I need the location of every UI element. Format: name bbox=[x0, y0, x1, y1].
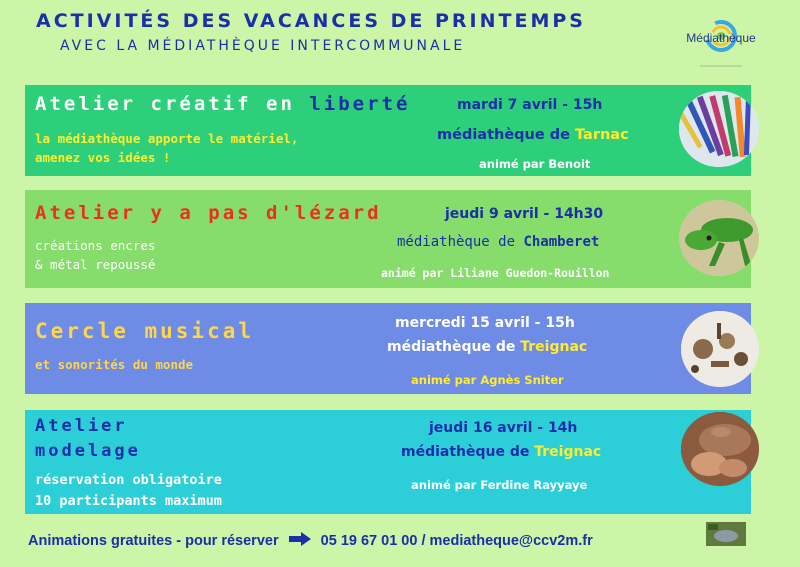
event-date: mercredi 15 avril - 15h bbox=[395, 315, 575, 331]
page-subtitle: AVEC LA MÉDIATHÈQUE INTERCOMMUNALE bbox=[60, 38, 466, 54]
pencils-image bbox=[679, 91, 759, 167]
event-title: Atelier y a pas d'lézard bbox=[35, 202, 382, 224]
event-description-line-1: la médiathèque apporte le matériel, bbox=[35, 131, 299, 146]
event-location: médiathèque de Treignac bbox=[387, 339, 588, 355]
event-description-line-1: réservation obligatoire bbox=[35, 472, 222, 488]
instruments-image bbox=[681, 311, 759, 387]
event-title: Cercle musical bbox=[35, 319, 255, 343]
logo-divider bbox=[700, 65, 742, 67]
event-date: jeudi 9 avril - 14h30 bbox=[445, 206, 604, 222]
event-town: Treignac bbox=[520, 339, 588, 355]
arrow-right-icon bbox=[289, 532, 311, 550]
mediatheque-logo bbox=[676, 18, 766, 70]
event-location: médiathèque de Tarnac bbox=[437, 127, 629, 143]
event-town: Chamberet bbox=[523, 234, 600, 250]
event-title-line-1: Atelier bbox=[35, 416, 128, 436]
event-card-music bbox=[25, 303, 751, 394]
event-title-line-2: modelage bbox=[35, 441, 141, 461]
footer-label: Animations gratuites - pour réserver bbox=[28, 532, 279, 549]
small-photo-thumbnail bbox=[706, 522, 746, 546]
event-location: médiathèque de Chamberet bbox=[397, 234, 600, 250]
event-town: Treignac bbox=[534, 444, 602, 460]
event-date: mardi 7 avril - 15h bbox=[457, 97, 603, 113]
event-town: Tarnac bbox=[575, 127, 629, 143]
event-location: médiathèque de Treignac bbox=[401, 444, 602, 460]
event-host: animé par Benoit bbox=[479, 157, 591, 171]
event-host: animé par Liliane Guedon-Rouillon bbox=[381, 266, 610, 280]
footer-contact[interactable]: 05 19 67 01 00 / mediatheque@ccv2m.fr bbox=[320, 532, 593, 549]
event-title-highlight: liberté bbox=[309, 93, 411, 115]
footer-reservation bbox=[28, 532, 593, 550]
page-title: ACTIVITÉS DES VACANCES DE PRINTEMPS bbox=[36, 10, 586, 32]
lizard-image bbox=[679, 200, 759, 276]
event-description-line-2: 10 participants maximum bbox=[35, 493, 222, 509]
event-host: animé par Ferdine Rayyaye bbox=[411, 478, 588, 492]
event-description-line-1: créations encres bbox=[35, 238, 156, 253]
event-host: animé par Agnès Sniter bbox=[411, 373, 564, 387]
event-description-line-1: et sonorités du monde bbox=[35, 357, 194, 372]
event-card-modelage bbox=[25, 410, 751, 514]
event-card-creative bbox=[25, 85, 751, 176]
event-description-line-2: amenez vos idées ! bbox=[35, 150, 171, 165]
event-date: jeudi 16 avril - 14h bbox=[429, 420, 578, 436]
event-card-lezard bbox=[25, 190, 751, 288]
event-description-line-2: & métal repoussé bbox=[35, 257, 156, 272]
event-title: Atelier créatif en liberté bbox=[35, 93, 411, 115]
clay-hands-image bbox=[681, 412, 759, 486]
logo-name: Médiathèque bbox=[686, 31, 756, 45]
